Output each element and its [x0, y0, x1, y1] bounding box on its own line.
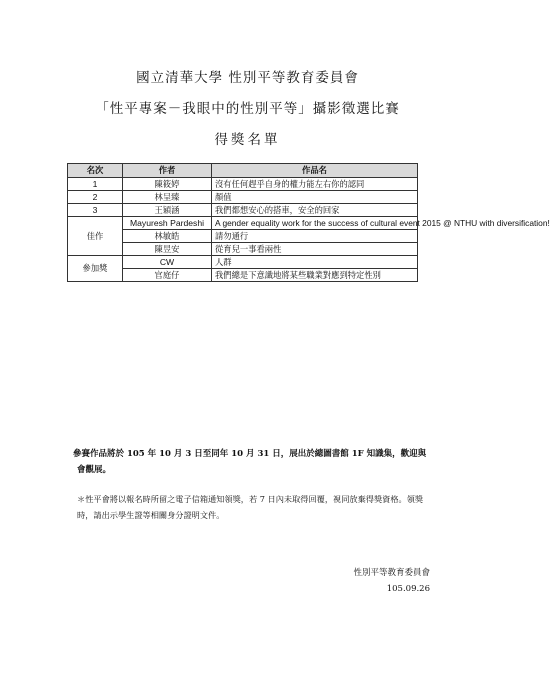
- award-claim-note: ＊性平會將以報名時所留之電子信箱通知領獎，若 7 日內未取得回覆，視同放棄得獎資格。領獎時，請出示學生證等相關身分證明文件。: [77, 494, 424, 520]
- rank-cell: 佳作: [68, 217, 123, 256]
- rank-cell: 2: [68, 191, 123, 204]
- table-row: [68, 204, 418, 217]
- work-cell: 從育兒一事看兩性: [212, 243, 418, 256]
- work-cell: 請勿通行: [212, 230, 418, 243]
- work-cell: 顏值: [212, 191, 418, 204]
- column-header-work: 作品名: [212, 164, 418, 178]
- work-cell: 我們都想安心的搭車，安全的回家: [212, 204, 418, 217]
- university-committee-title: 國立清華大學 性別平等教育委員會: [136, 70, 359, 86]
- table-row: [68, 256, 418, 269]
- exhibition-notice: 參賽作品將於 105 年 10 月 3 日至同年 10 月 31 日，展出於總圖書館 1F 知識集，歡迎與會觀展。: [73, 449, 427, 475]
- table-row: [68, 178, 418, 191]
- author-cell: Mayuresh Pardeshi: [123, 217, 212, 230]
- table-header-row: [68, 164, 418, 178]
- column-header-author: 作者: [123, 164, 212, 178]
- author-cell: 陳筱婷: [123, 178, 212, 191]
- table-row: [68, 191, 418, 204]
- author-cell: 林呈臻: [123, 191, 212, 204]
- column-header-rank: 名次: [68, 164, 123, 178]
- author-cell: CW: [123, 256, 212, 269]
- work-cell: 我們總是下意識地將某些職業對應到特定性別: [212, 269, 418, 282]
- work-cell: 沒有任何趕乎自身的權力能左右你的認同: [212, 178, 418, 191]
- rank-cell: 參加獎: [68, 256, 123, 282]
- contest-title: 「性平專案－我眼中的性別平等」攝影徵選比賽: [95, 101, 400, 117]
- rank-cell: 3: [68, 204, 123, 217]
- signature-organization: 性別平等教育委員會: [353, 568, 430, 578]
- winners-list-title: 得獎名單: [214, 132, 281, 148]
- author-cell: 王穎涵: [123, 204, 212, 217]
- table-row: [68, 217, 418, 230]
- author-cell: 林敏皓: [123, 230, 212, 243]
- author-cell: 陳昱安: [123, 243, 212, 256]
- winners-table: [67, 163, 550, 282]
- signature-date: 105.09.26: [386, 584, 430, 594]
- work-cell: A gender equality work for the success of cultural event 2015 @ NTHU with diversification!: [212, 217, 418, 230]
- rank-cell: 1: [68, 178, 123, 191]
- author-cell: 官庭仔: [123, 269, 212, 282]
- work-cell: 人群: [212, 256, 418, 269]
